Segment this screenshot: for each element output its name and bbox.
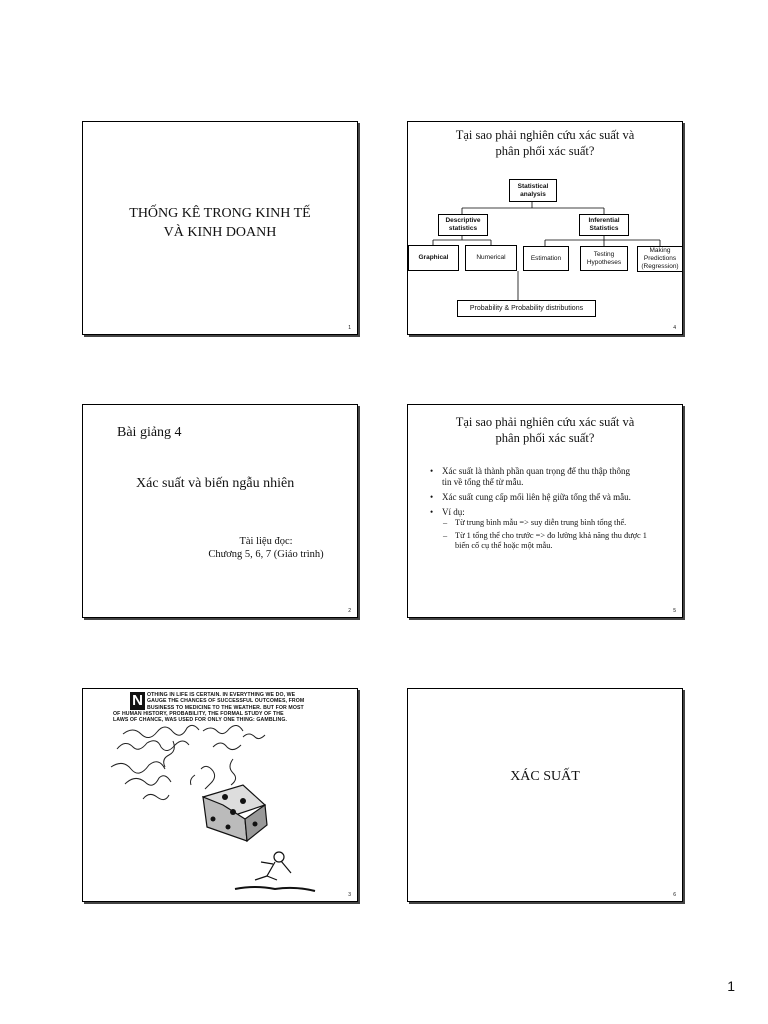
node-label: Descriptive [445, 217, 481, 224]
slide-number: 4 [673, 325, 676, 331]
bullet-dot: • [430, 492, 434, 502]
node-label: statistics [448, 225, 478, 232]
node-descriptive-statistics [438, 214, 488, 236]
slide-2-lecture: Bài giảng 4 [117, 425, 182, 440]
node-statistical-analysis [509, 179, 557, 202]
slide-1-title [83, 204, 357, 242]
slide-2-reading-chapters: Chương 5, 6, 7 (Giáo trình) [208, 549, 324, 560]
node-testing-hypotheses [580, 246, 628, 271]
node-label: Statistical [517, 182, 549, 190]
slide-2-reading-label: Tài liệu đọc: [239, 536, 293, 547]
node-making-predictions [637, 246, 683, 272]
slide-5-title [408, 414, 682, 446]
node-estimation [523, 246, 569, 271]
sub-bullet-text: biến cố cụ thể hoặc một mẫu. [455, 541, 553, 550]
bullet-dot: • [430, 466, 434, 476]
comic-line: BUSINESS TO MEDICINE TO THE WEATHER. BUT FOR MOST [147, 704, 304, 711]
node-label: Predictions [643, 255, 677, 262]
slide-5-title-line1: Tại sao phải nghiên cứu xác suất và [455, 415, 635, 429]
node-label: analysis [520, 190, 546, 198]
bullet-text: Ví dụ: [442, 507, 465, 517]
node-probability-distributions [457, 300, 596, 317]
dash: – [443, 518, 448, 527]
slide-number: 1 [348, 325, 351, 331]
slide-4-title-line2: phân phối xác suất? [495, 144, 595, 158]
slide-number: 5 [673, 608, 676, 614]
comic-line: OF HUMAN HISTORY, PROBABILITY, THE FORMAL STUDY OF THE [113, 711, 284, 717]
slide-3 [82, 688, 358, 902]
slide-1-title-line2: VÀ KINH DOANH [163, 225, 277, 240]
slide-number: 3 [348, 892, 351, 898]
slide-2 [82, 404, 358, 618]
slide-6-title: XÁC SUẤT [510, 769, 580, 784]
sub-bullet-item [430, 518, 680, 528]
node-label: Statistics [589, 225, 619, 232]
node-label: (Regression) [641, 263, 679, 270]
sub-bullet-item [430, 531, 680, 551]
sub-bullet-text: Từ trung bình mẫu => suy diễn trung bình tổng thể. [455, 518, 627, 527]
bullet-item [430, 507, 680, 518]
node-label: Testing [593, 250, 615, 258]
slide-1-title-line1: THỐNG KÊ TRONG KINH TẾ [129, 206, 311, 221]
slide-4 [407, 121, 683, 335]
bullet-text: Xác suất là thành phần quan trọng để thu thập thông [442, 466, 630, 476]
page-number: 1 [727, 978, 735, 994]
bullet-item [430, 492, 680, 503]
dash: – [443, 531, 448, 540]
bullet-dot: • [430, 507, 434, 517]
slide-2-reading [196, 535, 336, 561]
slide-5-bullets [430, 466, 680, 551]
node-label: Estimation [530, 254, 562, 262]
slide-4-title-line1: Tại sao phải nghiên cứu xác suất và [455, 128, 635, 142]
dice-gambling-illustration [83, 689, 359, 903]
node-inferential-statistics [579, 214, 629, 236]
slide-6 [407, 688, 683, 902]
slide-number: 2 [348, 608, 351, 614]
node-numerical [465, 245, 517, 271]
slide-number: 6 [673, 892, 676, 898]
node-graphical [408, 245, 459, 271]
sub-bullet-text: Từ 1 tổng thể cho trước => đo lường khả năng thu được 1 [455, 531, 647, 540]
node-label: Probability & Probability distributions [469, 304, 584, 312]
node-label: Hypotheses [586, 258, 622, 266]
slide-5 [407, 404, 683, 618]
comic-line: GAUGE THE CHANCES OF SUCCESSFUL OUTCOMES, FROM [147, 698, 305, 705]
comic-line: OTHING IN LIFE IS CERTAIN. IN EVERYTHING WE DO, WE [147, 692, 296, 698]
node-label: Graphical [418, 254, 449, 261]
slide-1 [82, 121, 358, 335]
bullet-item [430, 466, 680, 488]
bullet-text: tin về tổng thể từ mẫu. [442, 477, 524, 487]
node-label: Making [649, 247, 671, 254]
node-label: Inferential [588, 217, 620, 224]
comic-drop-cap: N [130, 692, 145, 710]
comic-line: LAWS OF CHANCE, WAS USED FOR ONLY ONE THING: GAMBLING. [113, 717, 287, 724]
slide-5-title-line2: phân phối xác suất? [495, 431, 595, 445]
bullet-text: Xác suất cung cấp mối liên hệ giữa tổng thể và mẫu. [442, 492, 631, 502]
node-label: Numerical [476, 254, 506, 261]
slide-2-subtitle: Xác suất và biến ngẫu nhiên [136, 476, 295, 491]
